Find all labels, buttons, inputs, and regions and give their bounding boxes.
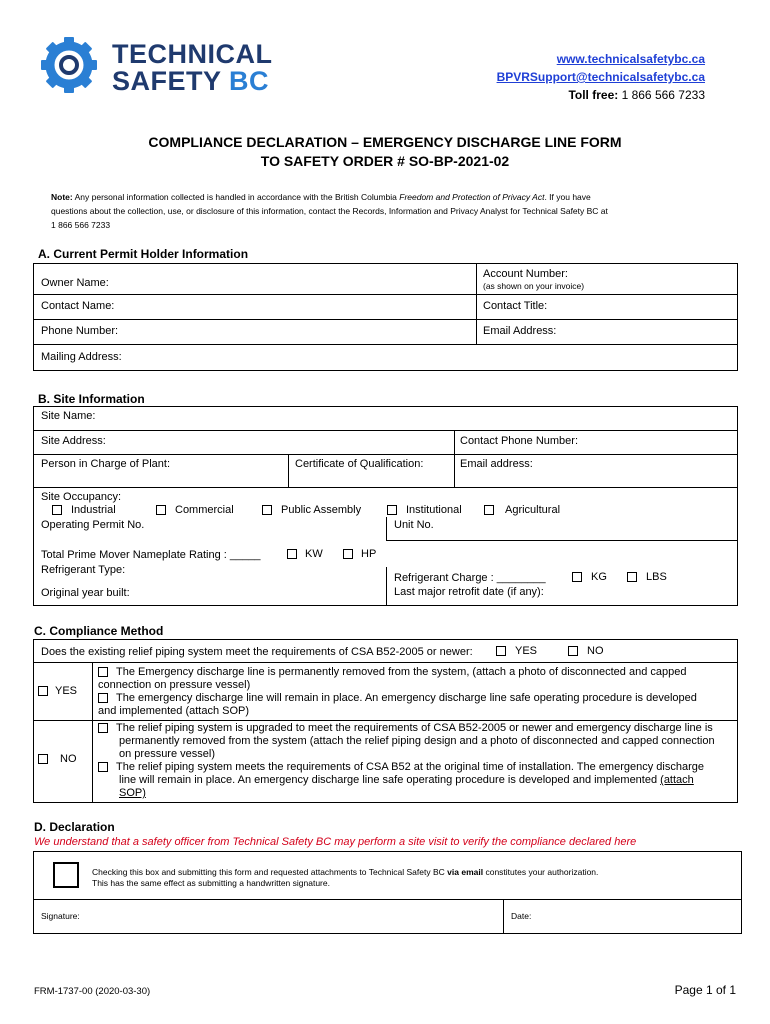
no-option1-text-cont2: on pressure vessel) bbox=[119, 748, 215, 760]
no-path-checkbox[interactable] bbox=[38, 754, 48, 764]
no-option1-text-cont: permanently removed from the system (attach the relief piping design and a photo of disconnected and capped connection bbox=[119, 735, 715, 747]
website-link[interactable]: www.technicalsafetybc.ca bbox=[556, 52, 705, 66]
yes-option1-text: The Emergency discharge line is permanently removed from the system, (attach a photo of disconnected and capped bbox=[116, 666, 687, 678]
logo bbox=[40, 36, 290, 94]
privacy-note bbox=[51, 190, 731, 232]
kg-checkbox[interactable] bbox=[572, 572, 582, 582]
lbs-checkbox[interactable] bbox=[627, 572, 637, 582]
occupancy-industrial-label: Industrial bbox=[71, 504, 116, 516]
occupancy-public-assembly-label: Public Assembly bbox=[281, 504, 362, 516]
site-occupancy-label: Site Occupancy: bbox=[41, 491, 122, 503]
yes-path-checkbox[interactable] bbox=[38, 686, 48, 696]
page-number: Page 1 of 1 bbox=[674, 983, 736, 997]
occupancy-institutional-checkbox[interactable] bbox=[387, 505, 397, 515]
authorization-line2: This has the same effect as submitting a handwritten signature. bbox=[92, 878, 330, 888]
contact-phone-field[interactable]: Contact Phone Number: bbox=[460, 435, 579, 447]
no-path-label: NO bbox=[60, 753, 77, 765]
yes-option2-text: The emergency discharge line will remain in place. An emergency discharge line safe operating procedure is developed bbox=[116, 692, 697, 704]
declaration-statement: We understand that a safety officer from Technical Safety BC may perform a site visit to verify the compliance declared here bbox=[34, 836, 637, 848]
no-option2-text: The relief piping system meets the requirements of CSA B52 at the original time of installation. The emergency discharge bbox=[116, 761, 704, 773]
phone-number-field[interactable]: Phone Number: bbox=[41, 325, 119, 337]
signature-field[interactable]: Signature: bbox=[41, 911, 80, 921]
site-address-field[interactable]: Site Address: bbox=[41, 435, 106, 447]
occupancy-institutional-label: Institutional bbox=[406, 504, 462, 516]
form-title bbox=[0, 133, 770, 171]
refrigerant-type-field[interactable]: Refrigerant Type: bbox=[41, 564, 126, 576]
email-address-field[interactable]: Email Address: bbox=[483, 325, 557, 337]
section-a-heading: A. Current Permit Holder Information bbox=[38, 247, 249, 261]
contact-name-field[interactable]: Contact Name: bbox=[41, 300, 115, 312]
no-option2-sop: SOP) bbox=[119, 787, 146, 799]
account-number-hint: (as shown on your invoice) bbox=[483, 281, 585, 291]
question-yes-label: YES bbox=[515, 645, 538, 657]
email-link[interactable]: BPVRSupport@technicalsafetybc.ca bbox=[496, 70, 705, 84]
note-line3: 1 866 566 7233 bbox=[51, 220, 111, 230]
yes-option2-text-cont: and implemented (attach SOP) bbox=[98, 705, 250, 717]
site-email-field[interactable]: Email address: bbox=[460, 458, 533, 470]
prime-mover-field[interactable]: Total Prime Mover Nameplate Rating : _____ bbox=[41, 549, 261, 561]
refrigerant-charge-field[interactable]: Refrigerant Charge : ________ bbox=[394, 572, 546, 584]
title-line1: COMPLIANCE DECLARATION – EMERGENCY DISCHARGE LINE FORM bbox=[148, 134, 622, 150]
contact-title-field[interactable]: Contact Title: bbox=[483, 300, 548, 312]
section-a-table bbox=[33, 263, 738, 371]
operating-permit-field[interactable]: Operating Permit No. bbox=[41, 519, 145, 531]
note-label: Note: bbox=[51, 192, 73, 202]
occupancy-agricultural-checkbox[interactable] bbox=[484, 505, 494, 515]
logo-bc: BC bbox=[229, 66, 270, 96]
title-line2: TO SAFETY ORDER # SO-BP-2021-02 bbox=[260, 153, 510, 169]
section-d-table bbox=[33, 851, 742, 934]
occupancy-industrial-checkbox[interactable] bbox=[52, 505, 62, 515]
tollfree-label: Toll free: bbox=[568, 88, 619, 102]
yes-option1-text-cont: connection on pressure vessel) bbox=[98, 679, 251, 691]
kw-label: KW bbox=[305, 548, 323, 560]
occupancy-commercial-label: Commercial bbox=[175, 504, 234, 516]
mailing-address-field[interactable]: Mailing Address: bbox=[41, 351, 122, 363]
no-option2-text-cont: line will remain in place. An emergency discharge line safe operating procedure is developed and implemented bbox=[119, 774, 658, 786]
owner-name-field[interactable]: Owner Name: bbox=[41, 277, 109, 289]
yes-option2-checkbox[interactable] bbox=[98, 693, 108, 703]
form-id: FRM-1737-00 (2020-03-30) bbox=[34, 986, 151, 997]
section-d-heading: D. Declaration bbox=[34, 820, 115, 834]
note-act: Freedom and Protection of Privacy Act bbox=[399, 192, 545, 202]
occupancy-public-assembly-checkbox[interactable] bbox=[262, 505, 272, 515]
date-field[interactable]: Date: bbox=[511, 911, 532, 921]
person-in-charge-field[interactable]: Person in Charge of Plant: bbox=[41, 458, 171, 470]
question-no-label: NO bbox=[587, 645, 604, 657]
logo-line1: TECHNICAL bbox=[112, 39, 273, 69]
logo-line2: SAFETY bbox=[112, 66, 222, 96]
yes-path-label: YES bbox=[55, 685, 78, 697]
authorization-via-email: via email bbox=[447, 867, 484, 877]
question-yes-checkbox[interactable] bbox=[496, 646, 506, 656]
question-no-checkbox[interactable] bbox=[568, 646, 578, 656]
note-text2: . If you have bbox=[544, 192, 591, 202]
hp-label: HP bbox=[361, 548, 377, 560]
no-option1-text: The relief piping system is upgraded to meet the requirements of CSA B52-2005 or newer and emergency discharge line is bbox=[116, 722, 713, 734]
occupancy-commercial-checkbox[interactable] bbox=[156, 505, 166, 515]
compliance-question: Does the existing relief piping system meet the requirements of CSA B52-2005 or newer: bbox=[41, 646, 473, 658]
original-year-field[interactable]: Original year built: bbox=[41, 587, 130, 599]
gear-icon bbox=[40, 36, 100, 94]
last-retrofit-field[interactable]: Last major retrofit date (if any): bbox=[394, 586, 544, 598]
tollfree-number: 1 866 566 7233 bbox=[621, 88, 705, 102]
hp-checkbox[interactable] bbox=[343, 549, 353, 559]
note-text1: Any personal information collected is handled in accordance with the British Columbia bbox=[74, 192, 397, 202]
account-number-field[interactable]: Account Number: bbox=[483, 268, 568, 280]
unit-no-field[interactable]: Unit No. bbox=[394, 519, 434, 531]
no-option1-checkbox[interactable] bbox=[98, 723, 108, 733]
occupancy-agricultural-label: Agricultural bbox=[505, 504, 561, 516]
kw-checkbox[interactable] bbox=[287, 549, 297, 559]
site-name-field[interactable]: Site Name: bbox=[41, 410, 96, 422]
no-option2-checkbox[interactable] bbox=[98, 762, 108, 772]
lbs-label: LBS bbox=[646, 571, 667, 583]
yes-option1-checkbox[interactable] bbox=[98, 667, 108, 677]
kg-label: KG bbox=[591, 571, 607, 583]
authorization-checkbox[interactable] bbox=[53, 862, 79, 888]
note-line2: questions about the collection, use, or disclosure of this information, contact the Records, Information and Privacy Analyst for Technical Safety BC at bbox=[51, 206, 608, 216]
section-c-heading: C. Compliance Method bbox=[34, 624, 164, 638]
no-option2-attach: (attach bbox=[660, 774, 694, 786]
section-b-heading: B. Site Information bbox=[38, 392, 145, 406]
certificate-field[interactable]: Certificate of Qualification: bbox=[295, 458, 424, 470]
authorization-text: Checking this box and submitting this form and requested attachments to Technical Safety BC via email constitutes your authorization. This has the same effect as submitting a handwritten signature. bbox=[92, 867, 599, 888]
